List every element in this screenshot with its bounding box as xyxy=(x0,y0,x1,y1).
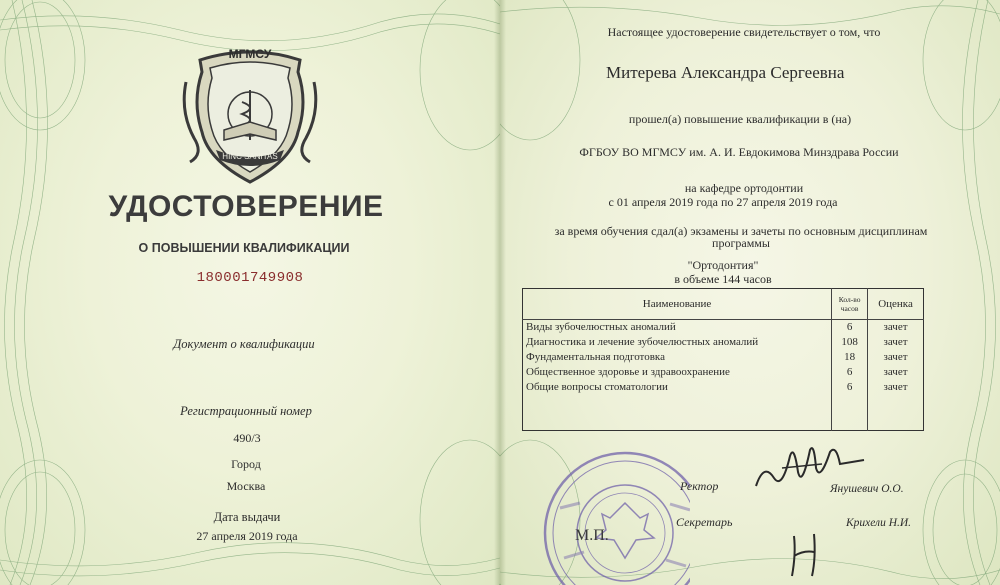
table-filler-row xyxy=(523,395,924,431)
program-volume: в объеме 144 часов xyxy=(674,272,772,286)
column-header-hours xyxy=(832,289,868,320)
official-stamp xyxy=(540,448,690,585)
reg-number-value: 490/3 xyxy=(233,431,261,445)
discipline-name: Виды зубочелюстных аномалий xyxy=(526,321,676,333)
discipline-name: Общие вопросы стоматологии xyxy=(526,381,668,393)
department-name: на кафедре ортодонтии xyxy=(684,181,804,195)
discipline-grade: зачет xyxy=(868,320,924,336)
table-row xyxy=(523,365,924,380)
issue-date-label: Дата выдачи xyxy=(213,510,281,524)
discipline-grade: зачет xyxy=(868,365,924,380)
certificate-title: УДОСТОВЕРЕНИЕ xyxy=(108,190,384,223)
discipline-hours: 18 xyxy=(832,350,868,365)
table-row xyxy=(523,350,924,365)
discipline-name: Диагностика и лечение зубочелюстных аномалий xyxy=(526,336,759,348)
discipline-name: Фундаментальная подготовка xyxy=(526,351,665,363)
discipline-grade: зачет xyxy=(868,380,924,395)
rector-label: Ректор xyxy=(680,479,719,493)
table-header-row xyxy=(523,289,924,320)
seal-placeholder-label: М.П. xyxy=(575,527,609,544)
column-header-hours-line1: Кол-во xyxy=(838,295,861,304)
doc-type-label: Документ о квалификации xyxy=(173,337,315,351)
study-period: с 01 апреля 2019 года по 27 апреля 2019 года xyxy=(608,195,838,209)
disciplines-table xyxy=(522,288,924,431)
university-emblem xyxy=(180,42,320,190)
completed-text: прошел(а) повышение квалификации в (на) xyxy=(628,112,852,126)
discipline-hours: 6 xyxy=(832,380,868,395)
page-fold xyxy=(494,0,506,585)
discipline-grade: зачет xyxy=(868,335,924,350)
person-name: Митерева Александра Сергеевна xyxy=(606,63,845,82)
emblem-ribbon-text: HINC SANITAS xyxy=(222,152,278,161)
program-name: "Ортодонтия" xyxy=(687,258,759,272)
table-row xyxy=(523,320,924,336)
discipline-hours: 108 xyxy=(832,335,868,350)
rector-name: Янушевич О.О. xyxy=(830,483,904,495)
secretary-name: Крихели Н.И. xyxy=(846,517,912,529)
discipline-hours: 6 xyxy=(832,365,868,380)
intro-text: Настоящее удостоверение свидетельствует о том, что xyxy=(607,25,881,39)
city-label: Город xyxy=(231,457,261,471)
serial-number: 180001749908 xyxy=(196,270,304,286)
institution-name: ФГБОУ ВО МГМСУ им. А. И. Евдокимова Минздрава России xyxy=(579,145,899,159)
discipline-grade: зачет xyxy=(868,350,924,365)
city-value: Москва xyxy=(226,479,266,493)
discipline-hours: 6 xyxy=(832,320,868,336)
reg-number-label: Регистрационный номер xyxy=(180,404,312,418)
emblem-top-text: МГМСУ xyxy=(228,47,272,61)
column-header-grade: Оценка xyxy=(868,289,924,320)
column-header-name: Наименование xyxy=(523,289,832,320)
exams-line-2: программы xyxy=(712,236,770,250)
exams-line-1: за время обучения сдал(а) экзамены и зачеты по основным дисциплинам xyxy=(554,224,928,238)
table-row xyxy=(523,335,924,350)
issue-date-value: 27 апреля 2019 года xyxy=(196,529,298,543)
column-header-hours-line2: часов xyxy=(840,304,859,313)
table-row xyxy=(523,380,924,395)
certificate-subtitle: О ПОВЫШЕНИИ КВАЛИФИКАЦИИ xyxy=(138,241,350,255)
secretary-signature xyxy=(784,530,824,580)
secretary-label: Секретарь xyxy=(676,515,733,529)
discipline-name: Общественное здоровье и здравоохранение xyxy=(526,366,730,378)
